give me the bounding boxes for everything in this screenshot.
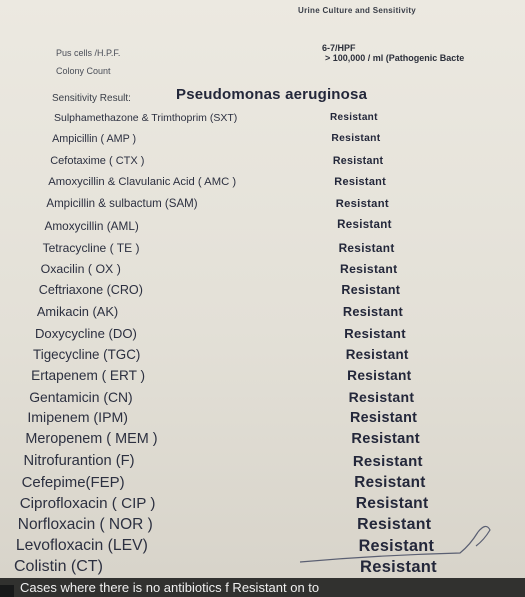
antibiotic-name: Ceftriaxone (CRO): [38, 283, 143, 298]
sensitivity-result: Resistant: [350, 410, 418, 427]
sensitivity-result: Resistant: [330, 112, 378, 123]
sensitivity-result: Resistant: [331, 133, 381, 145]
sensitivity-result: Resistant: [354, 473, 426, 491]
sensitivity-result: Resistant: [337, 219, 392, 232]
antibiotic-name: Ciprofloxacin ( CIP ): [19, 494, 156, 512]
sensitivity-result: Resistant: [341, 283, 401, 298]
antibiotic-name: Sulphamethazone & Trimthoprim (SXT): [54, 112, 238, 124]
sensitivity-label: Sensitivity Result:: [52, 93, 131, 104]
antibiotic-name: Cefepime(FEP): [21, 473, 125, 491]
sensitivity-result: Resistant: [360, 557, 437, 576]
sensitivity-result: Resistant: [357, 515, 432, 533]
report-title: Urine Culture and Sensitivity: [298, 6, 417, 15]
sensitivity-result: Resistant: [351, 431, 420, 448]
antibiotic-name: Nitrofurantion (F): [23, 452, 135, 469]
sensitivity-result: Resistant: [347, 368, 412, 384]
pus-cells-label: Pus cells /H.P.F.: [56, 48, 121, 58]
antibiotic-name: Levofloxacin (LEV): [15, 536, 148, 554]
colony-count-value: > 100,000 / ml (Pathogenic Bacte: [325, 53, 465, 63]
antibiotic-name: Ampicillin & sulbactum (SAM): [46, 197, 198, 210]
pus-cells-value: 6-7/HPF: [322, 43, 356, 53]
antibiotic-name: Ertapenem ( ERT ): [31, 368, 145, 384]
antibiotic-name: Tigecycline (TGC): [33, 346, 141, 362]
antibiotic-name: Ampicillin ( AMP ): [52, 133, 137, 146]
sensitivity-result: Resistant: [335, 197, 389, 210]
caption-overlay: Cases where there is no antibiotics f Resistant on to: [0, 578, 525, 597]
sensitivity-result: Resistant: [338, 240, 395, 255]
antibiotic-name: Norfloxacin ( NOR ): [17, 515, 153, 533]
sensitivity-result: Resistant: [340, 261, 398, 276]
colony-count-label: Colony Count: [56, 66, 111, 76]
sensitivity-result: Resistant: [344, 325, 406, 341]
antibiotic-name: Meropenem ( MEM ): [25, 431, 158, 448]
antibiotic-name: Amoxycillin & Clavulanic Acid ( AMC ): [48, 176, 237, 189]
sensitivity-result: Resistant: [355, 494, 429, 512]
antibiotic-name: Amoxycillin (AML): [44, 219, 139, 234]
sensitivity-result: Resistant: [334, 176, 387, 189]
antibiotic-name: Imipenem (IPM): [27, 410, 129, 427]
antibiotic-name: Oxacilin ( OX ): [40, 261, 121, 276]
sensitivity-result: Resistant: [348, 389, 415, 406]
antibiotic-name: Tetracycline ( TE ): [42, 240, 140, 255]
sensitivity-result: Resistant: [332, 154, 384, 167]
antibiotic-name: Gentamicin (CN): [29, 389, 133, 406]
sensitivity-result: Resistant: [358, 536, 435, 555]
organism-name: Pseudomonas aeruginosa: [176, 86, 368, 103]
sensitivity-result: Resistant: [345, 346, 409, 362]
antibiotic-name: Amikacin (AK): [36, 304, 119, 320]
antibiotic-name: Colistin (CT): [14, 557, 103, 575]
sensitivity-result: Resistant: [342, 304, 404, 320]
antibiotic-name: Cefotaxime ( CTX ): [50, 154, 145, 167]
sensitivity-result: Resistant: [352, 452, 423, 470]
antibiotic-name: Doxycycline (DO): [34, 325, 137, 341]
